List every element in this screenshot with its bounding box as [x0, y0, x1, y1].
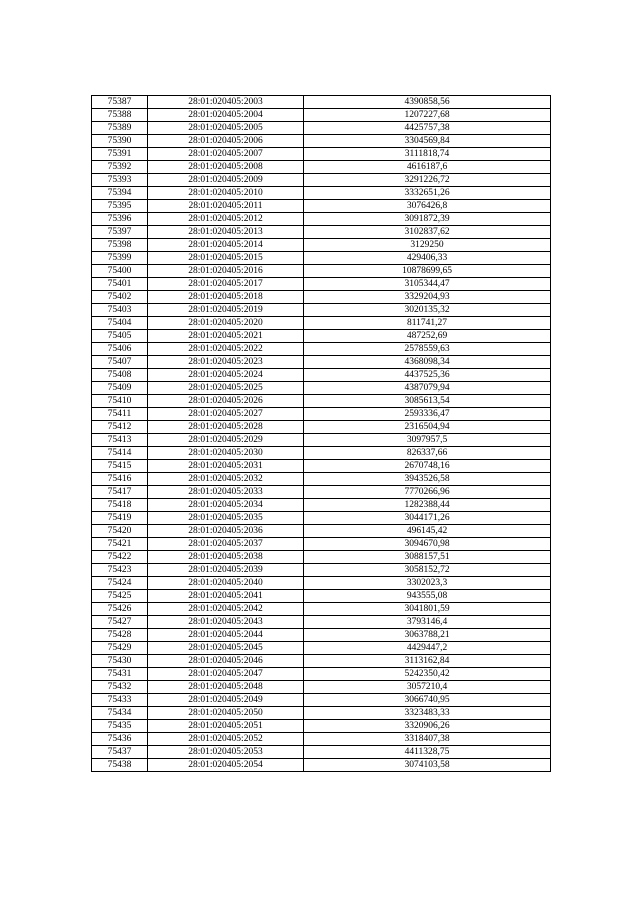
- value-cell: 487252,69: [304, 330, 551, 343]
- cadastral-number-cell: 28:01:020405:2006: [148, 135, 304, 148]
- table-row: [92, 252, 551, 265]
- table-row: [92, 486, 551, 499]
- value-cell: 496145,42: [304, 525, 551, 538]
- table-row: [92, 473, 551, 486]
- value-cell: 3320906,26: [304, 720, 551, 733]
- value-cell: 826337,66: [304, 447, 551, 460]
- table-row: [92, 655, 551, 668]
- table-row: [92, 226, 551, 239]
- table-row: [92, 447, 551, 460]
- value-cell: 4411328,75: [304, 746, 551, 759]
- row-number-cell: 75390: [92, 135, 148, 148]
- value-cell: 2316504,94: [304, 421, 551, 434]
- value-cell: 3323483,33: [304, 707, 551, 720]
- cadastral-number-cell: 28:01:020405:2033: [148, 486, 304, 499]
- cadastral-number-cell: 28:01:020405:2017: [148, 278, 304, 291]
- table-row: [92, 148, 551, 161]
- value-cell: 3020135,32: [304, 304, 551, 317]
- row-number-cell: 75425: [92, 590, 148, 603]
- row-number-cell: 75391: [92, 148, 148, 161]
- value-cell: 10878699,65: [304, 265, 551, 278]
- row-number-cell: 75436: [92, 733, 148, 746]
- row-number-cell: 75433: [92, 694, 148, 707]
- row-number-cell: 75415: [92, 460, 148, 473]
- row-number-cell: 75387: [92, 96, 148, 109]
- row-number-cell: 75397: [92, 226, 148, 239]
- value-cell: 3304569,84: [304, 135, 551, 148]
- value-cell: 3943526,58: [304, 473, 551, 486]
- row-number-cell: 75414: [92, 447, 148, 460]
- table-row: [92, 434, 551, 447]
- row-number-cell: 75416: [92, 473, 148, 486]
- table-row: [92, 421, 551, 434]
- row-number-cell: 75437: [92, 746, 148, 759]
- value-cell: 1282388,44: [304, 499, 551, 512]
- cadastral-number-cell: 28:01:020405:2035: [148, 512, 304, 525]
- row-number-cell: 75394: [92, 187, 148, 200]
- value-cell: 7770266,96: [304, 486, 551, 499]
- table-row: [92, 590, 551, 603]
- row-number-cell: 75431: [92, 668, 148, 681]
- table-row: [92, 694, 551, 707]
- row-number-cell: 75388: [92, 109, 148, 122]
- cadastral-number-cell: 28:01:020405:2013: [148, 226, 304, 239]
- cadastral-number-cell: 28:01:020405:2004: [148, 109, 304, 122]
- value-cell: 3129250: [304, 239, 551, 252]
- cadastral-number-cell: 28:01:020405:2034: [148, 499, 304, 512]
- cadastral-number-cell: 28:01:020405:2015: [148, 252, 304, 265]
- value-cell: 4437525,36: [304, 369, 551, 382]
- value-cell: 3097957,5: [304, 434, 551, 447]
- cadastral-number-cell: 28:01:020405:2044: [148, 629, 304, 642]
- cadastral-number-cell: 28:01:020405:2023: [148, 356, 304, 369]
- row-number-cell: 75427: [92, 616, 148, 629]
- cadastral-number-cell: 28:01:020405:2038: [148, 551, 304, 564]
- row-number-cell: 75435: [92, 720, 148, 733]
- table-row: [92, 356, 551, 369]
- row-number-cell: 75434: [92, 707, 148, 720]
- table-row: [92, 746, 551, 759]
- value-cell: 3044171,26: [304, 512, 551, 525]
- value-cell: 3332651,26: [304, 187, 551, 200]
- cadastral-number-cell: 28:01:020405:2036: [148, 525, 304, 538]
- cadastral-number-cell: 28:01:020405:2052: [148, 733, 304, 746]
- row-number-cell: 75438: [92, 759, 148, 772]
- value-cell: 3041801,59: [304, 603, 551, 616]
- value-cell: 3091872,39: [304, 213, 551, 226]
- cadastral-number-cell: 28:01:020405:2027: [148, 408, 304, 421]
- table-row: [92, 187, 551, 200]
- cadastral-number-cell: 28:01:020405:2037: [148, 538, 304, 551]
- cadastral-number-cell: 28:01:020405:2008: [148, 161, 304, 174]
- value-cell: 4429447,2: [304, 642, 551, 655]
- row-number-cell: 75422: [92, 551, 148, 564]
- row-number-cell: 75413: [92, 434, 148, 447]
- cadastral-number-cell: 28:01:020405:2043: [148, 616, 304, 629]
- table-row: [92, 720, 551, 733]
- table-row: [92, 304, 551, 317]
- cadastral-number-cell: 28:01:020405:2020: [148, 317, 304, 330]
- table-row: [92, 577, 551, 590]
- row-number-cell: 75407: [92, 356, 148, 369]
- table-row: [92, 343, 551, 356]
- cadastral-number-cell: 28:01:020405:2011: [148, 200, 304, 213]
- row-number-cell: 75408: [92, 369, 148, 382]
- table-row: [92, 291, 551, 304]
- row-number-cell: 75402: [92, 291, 148, 304]
- table-row: [92, 538, 551, 551]
- cadastral-number-cell: 28:01:020405:2047: [148, 668, 304, 681]
- table-row: [92, 499, 551, 512]
- cadastral-number-cell: 28:01:020405:2045: [148, 642, 304, 655]
- row-number-cell: 75420: [92, 525, 148, 538]
- table-row: [92, 681, 551, 694]
- value-cell: 4368098,34: [304, 356, 551, 369]
- table-row: [92, 109, 551, 122]
- value-cell: 3063788,21: [304, 629, 551, 642]
- cadastral-number-cell: 28:01:020405:2025: [148, 382, 304, 395]
- table-row: [92, 668, 551, 681]
- table-row: [92, 161, 551, 174]
- value-cell: 3066740,95: [304, 694, 551, 707]
- value-cell: 4616187,6: [304, 161, 551, 174]
- table-row: [92, 603, 551, 616]
- cadastral-number-cell: 28:01:020405:2009: [148, 174, 304, 187]
- row-number-cell: 75392: [92, 161, 148, 174]
- row-number-cell: 75412: [92, 421, 148, 434]
- table-row: [92, 239, 551, 252]
- row-number-cell: 75411: [92, 408, 148, 421]
- value-cell: 4390858,56: [304, 96, 551, 109]
- row-number-cell: 75400: [92, 265, 148, 278]
- value-cell: 3102837,62: [304, 226, 551, 239]
- cadastral-number-cell: 28:01:020405:2028: [148, 421, 304, 434]
- table-row: [92, 733, 551, 746]
- cadastral-number-cell: 28:01:020405:2053: [148, 746, 304, 759]
- value-cell: 3074103,58: [304, 759, 551, 772]
- value-cell: 3318407,38: [304, 733, 551, 746]
- row-number-cell: 75398: [92, 239, 148, 252]
- value-cell: 3793146,4: [304, 616, 551, 629]
- table-row: [92, 759, 551, 772]
- table-row: [92, 330, 551, 343]
- row-number-cell: 75406: [92, 343, 148, 356]
- row-number-cell: 75428: [92, 629, 148, 642]
- value-cell: 429406,33: [304, 252, 551, 265]
- value-cell: 3088157,51: [304, 551, 551, 564]
- table-row: [92, 317, 551, 330]
- cadastral-number-cell: 28:01:020405:2054: [148, 759, 304, 772]
- row-number-cell: 75410: [92, 395, 148, 408]
- row-number-cell: 75426: [92, 603, 148, 616]
- cadastral-number-cell: 28:01:020405:2012: [148, 213, 304, 226]
- value-cell: 2670748,16: [304, 460, 551, 473]
- row-number-cell: 75405: [92, 330, 148, 343]
- value-cell: 4425757,38: [304, 122, 551, 135]
- table-row: [92, 408, 551, 421]
- cadastral-number-cell: 28:01:020405:2003: [148, 96, 304, 109]
- cadastral-number-cell: 28:01:020405:2050: [148, 707, 304, 720]
- table-row: [92, 174, 551, 187]
- row-number-cell: 75399: [92, 252, 148, 265]
- value-cell: 3094670,98: [304, 538, 551, 551]
- table-row: [92, 96, 551, 109]
- row-number-cell: 75424: [92, 577, 148, 590]
- value-cell: 3057210,4: [304, 681, 551, 694]
- row-number-cell: 75421: [92, 538, 148, 551]
- cadastral-number-cell: 28:01:020405:2040: [148, 577, 304, 590]
- row-number-cell: 75419: [92, 512, 148, 525]
- cadastral-number-cell: 28:01:020405:2026: [148, 395, 304, 408]
- value-cell: 3329204,93: [304, 291, 551, 304]
- value-cell: 3085613,54: [304, 395, 551, 408]
- cadastral-number-cell: 28:01:020405:2029: [148, 434, 304, 447]
- table-row: [92, 525, 551, 538]
- row-number-cell: 75423: [92, 564, 148, 577]
- value-cell: 1207227,68: [304, 109, 551, 122]
- value-cell: 3291226,72: [304, 174, 551, 187]
- table-row: [92, 629, 551, 642]
- row-number-cell: 75409: [92, 382, 148, 395]
- value-cell: 3111818,74: [304, 148, 551, 161]
- value-cell: 3105344,47: [304, 278, 551, 291]
- value-cell: 3058152,72: [304, 564, 551, 577]
- cadastral-number-cell: 28:01:020405:2014: [148, 239, 304, 252]
- cadastral-number-cell: 28:01:020405:2048: [148, 681, 304, 694]
- cadastral-number-cell: 28:01:020405:2030: [148, 447, 304, 460]
- table-row: [92, 564, 551, 577]
- row-number-cell: 75430: [92, 655, 148, 668]
- cadastral-number-cell: 28:01:020405:2022: [148, 343, 304, 356]
- table-row: [92, 200, 551, 213]
- table-row: [92, 213, 551, 226]
- cadastral-number-cell: 28:01:020405:2046: [148, 655, 304, 668]
- cadastral-number-cell: 28:01:020405:2051: [148, 720, 304, 733]
- table-row: [92, 551, 551, 564]
- table-row: [92, 707, 551, 720]
- cadastral-number-cell: 28:01:020405:2039: [148, 564, 304, 577]
- cadastral-number-cell: 28:01:020405:2021: [148, 330, 304, 343]
- table-row: [92, 265, 551, 278]
- value-cell: 943555,08: [304, 590, 551, 603]
- table-row: [92, 382, 551, 395]
- cadastral-number-cell: 28:01:020405:2016: [148, 265, 304, 278]
- row-number-cell: 75418: [92, 499, 148, 512]
- row-number-cell: 75401: [92, 278, 148, 291]
- table-row: [92, 642, 551, 655]
- row-number-cell: 75404: [92, 317, 148, 330]
- cadastral-number-cell: 28:01:020405:2042: [148, 603, 304, 616]
- table-row: [92, 278, 551, 291]
- value-cell: 3076426,8: [304, 200, 551, 213]
- value-cell: 4387079,94: [304, 382, 551, 395]
- value-cell: 811741,27: [304, 317, 551, 330]
- table-body: [92, 96, 551, 772]
- row-number-cell: 75396: [92, 213, 148, 226]
- row-number-cell: 75429: [92, 642, 148, 655]
- row-number-cell: 75389: [92, 122, 148, 135]
- value-cell: 2593336,47: [304, 408, 551, 421]
- value-cell: 3113162,84: [304, 655, 551, 668]
- row-number-cell: 75393: [92, 174, 148, 187]
- table-row: [92, 369, 551, 382]
- table-row: [92, 135, 551, 148]
- cadastral-number-cell: 28:01:020405:2031: [148, 460, 304, 473]
- cadastral-number-cell: 28:01:020405:2007: [148, 148, 304, 161]
- row-number-cell: 75403: [92, 304, 148, 317]
- table-row: [92, 512, 551, 525]
- table-row: [92, 460, 551, 473]
- cadastral-number-cell: 28:01:020405:2024: [148, 369, 304, 382]
- cadastral-number-cell: 28:01:020405:2032: [148, 473, 304, 486]
- table-row: [92, 616, 551, 629]
- row-number-cell: 75395: [92, 200, 148, 213]
- value-cell: 2578559,63: [304, 343, 551, 356]
- cadastral-number-cell: 28:01:020405:2010: [148, 187, 304, 200]
- value-cell: 3302023,3: [304, 577, 551, 590]
- cadastral-number-cell: 28:01:020405:2041: [148, 590, 304, 603]
- cadastral-number-cell: 28:01:020405:2005: [148, 122, 304, 135]
- cadastral-number-cell: 28:01:020405:2019: [148, 304, 304, 317]
- row-number-cell: 75417: [92, 486, 148, 499]
- value-cell: 5242350,42: [304, 668, 551, 681]
- cadastral-value-table: [91, 95, 551, 772]
- table-row: [92, 395, 551, 408]
- cadastral-number-cell: 28:01:020405:2018: [148, 291, 304, 304]
- cadastral-number-cell: 28:01:020405:2049: [148, 694, 304, 707]
- table-row: [92, 122, 551, 135]
- row-number-cell: 75432: [92, 681, 148, 694]
